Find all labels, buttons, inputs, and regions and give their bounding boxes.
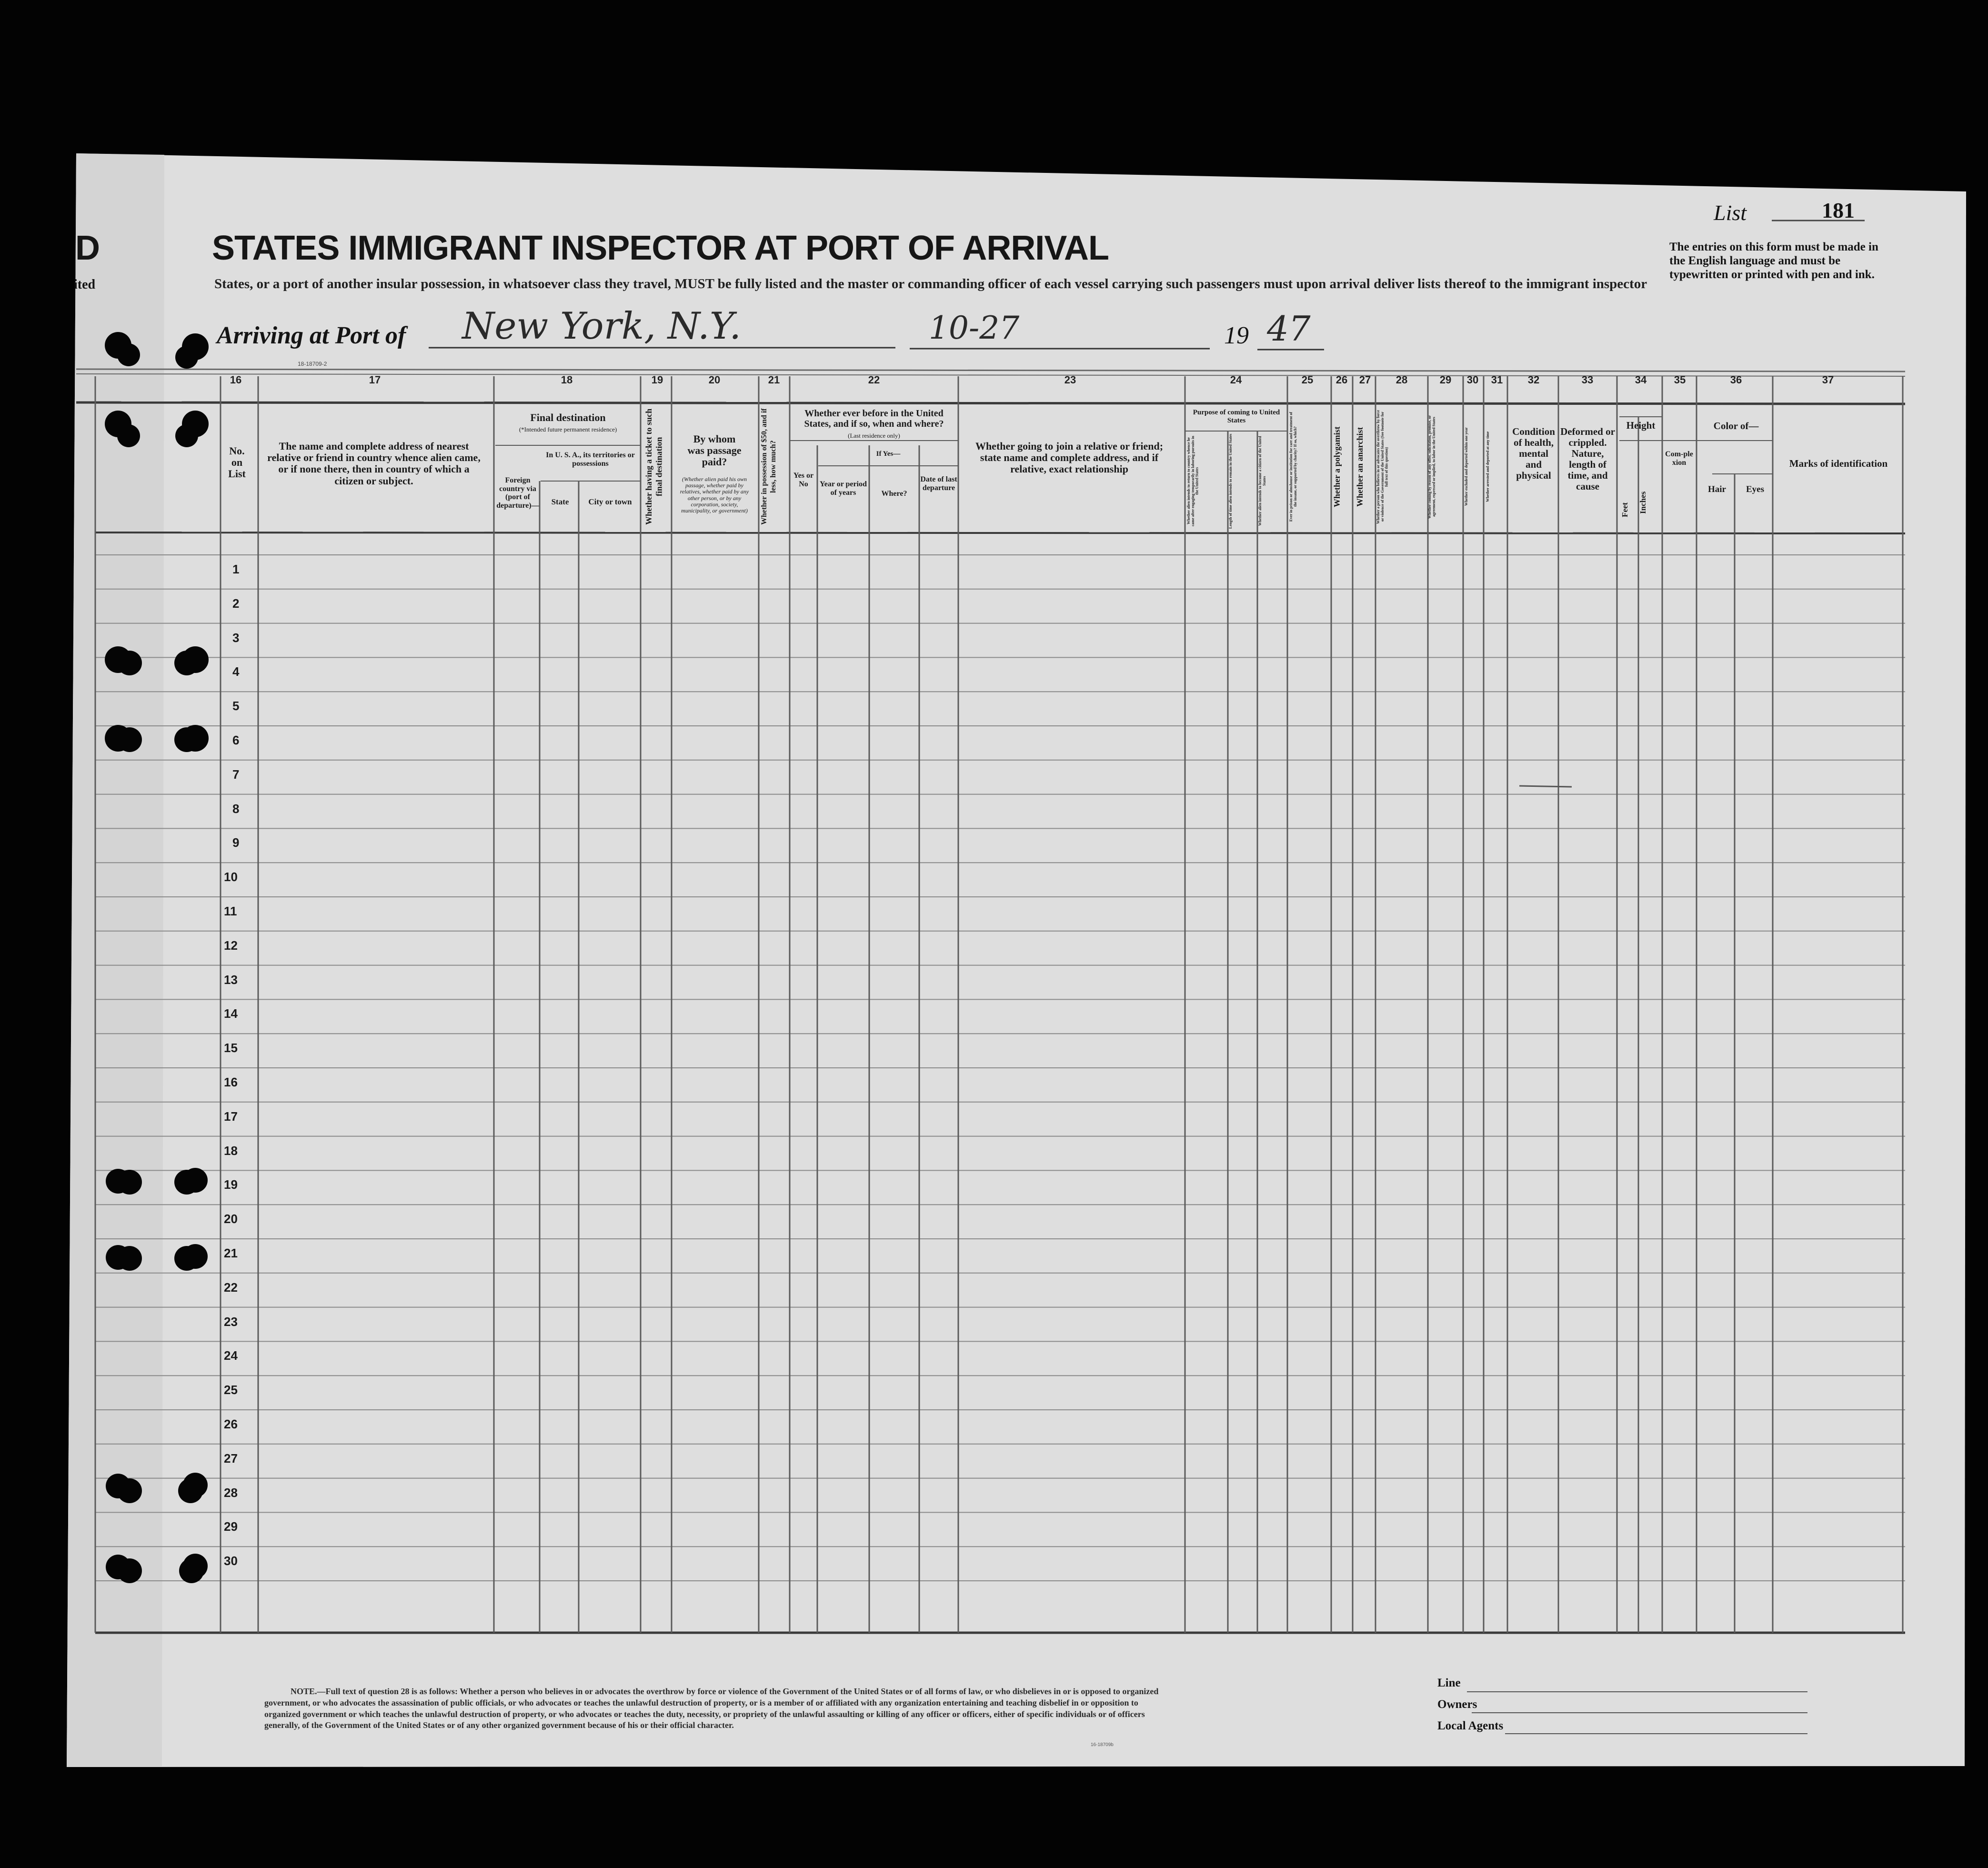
header-anarchist: Whether an anarchist bbox=[1355, 427, 1365, 507]
arrival-year-prefix: 19 bbox=[1224, 322, 1249, 349]
header-state: State bbox=[551, 497, 569, 506]
row-number: 14 bbox=[224, 1006, 238, 1021]
header-marks-identification: Marks of identification bbox=[1789, 458, 1888, 469]
signature-agents-label: Local Agents bbox=[1437, 1719, 1504, 1732]
row-number: 13 bbox=[224, 972, 238, 987]
col-num-32: 32 bbox=[1527, 374, 1540, 386]
header-passage-paid: By whom was passage paid? bbox=[687, 433, 742, 468]
row-number: 2 bbox=[232, 596, 240, 611]
row-number: 3 bbox=[232, 630, 240, 645]
col-num-20: 20 bbox=[708, 374, 721, 386]
col-num-21: 21 bbox=[768, 374, 780, 386]
header-ticket: Whether having a ticket to such final destination bbox=[644, 408, 664, 525]
header-ever-before-us-note: (Last residence only) bbox=[848, 432, 900, 439]
col-num-33: 33 bbox=[1581, 374, 1594, 386]
row-number: 20 bbox=[224, 1212, 238, 1226]
list-number: 181 bbox=[1822, 198, 1855, 222]
col-num-18: 18 bbox=[561, 374, 573, 386]
row-number: 11 bbox=[224, 904, 237, 918]
header-arrested: Whether arrested and deported at any time bbox=[1486, 431, 1490, 502]
form-code: 18-18709-2 bbox=[298, 361, 327, 367]
header-where: Where? bbox=[881, 490, 907, 498]
row-number: 28 bbox=[224, 1485, 238, 1500]
header-join-relative: Whether going to join a relative or friend; state name and complete address, and if relative, exact relationship bbox=[975, 440, 1164, 475]
header-height: Height bbox=[1626, 420, 1656, 431]
header-if-yes: If Yes— bbox=[876, 450, 901, 458]
header-eyes: Eyes bbox=[1746, 484, 1764, 494]
header-health: Condition of health, mental and physical bbox=[1512, 426, 1555, 482]
col-num-19: 19 bbox=[651, 374, 663, 386]
signature-line-label: Line bbox=[1437, 1677, 1461, 1689]
header-purpose: Purpose of coming to United States bbox=[1193, 409, 1280, 424]
col-num-29: 29 bbox=[1439, 374, 1452, 386]
header-in-usa: In U. S. A., its territories or possessions bbox=[546, 451, 635, 468]
header-color-of: Color of— bbox=[1713, 420, 1759, 432]
instructions: The entries on this form must be made in the English language and must be typewritten or printed with pen and ink. bbox=[1669, 241, 1878, 281]
footnote-code: 16-18709b bbox=[1091, 1742, 1114, 1747]
row-number: 8 bbox=[232, 801, 240, 816]
arrival-year-suffix: 47 bbox=[1267, 309, 1311, 349]
header-city: City or town bbox=[588, 497, 632, 506]
footnote-text: NOTE.—Full text of question 28 is as follows: Whether a person who believes in or advocates the overthrow by force or violence of the Government of the United States or of all forms of law, or who disbelieves in or is opposed to organized government, or who advocates the assassination of public officials, or who advocates or teaches the unlawful destruction of property, or is a member of or affiliated with any organization entertaining and teaching disbelief in or opposition to organized government or which teaches the unlawful destruction of property, or who advocates or teaches the duty, necessity, or propriety of the unlawful assaulting or killing of any officer or officers, either of specific individuals or of officers generally, of the Government of the United States or of any other organized government because of his or their official character. bbox=[264, 1687, 1159, 1730]
col-num-35: 35 bbox=[1674, 374, 1686, 386]
left-edge-word: ited bbox=[74, 277, 96, 292]
signature-owners-label: Owners bbox=[1437, 1698, 1477, 1711]
header-purpose-c: Whether alien intends to become a citizen of the United States bbox=[1258, 436, 1266, 526]
col-num-22: 22 bbox=[868, 374, 880, 386]
row-number: 24 bbox=[224, 1348, 238, 1363]
header-ever-before-us: Whether ever before in the United States, and if so, when and where? bbox=[804, 408, 944, 429]
row-number: 18 bbox=[224, 1143, 238, 1158]
row-number: 1 bbox=[232, 562, 240, 576]
arrival-port: New York, N.Y. bbox=[462, 305, 742, 348]
row-number: 25 bbox=[224, 1383, 238, 1397]
row-number: 26 bbox=[224, 1417, 238, 1431]
row-number: 17 bbox=[224, 1109, 238, 1124]
header-final-destination-note: (*Intended future permanent residence) bbox=[519, 426, 617, 433]
col-num-27: 27 bbox=[1359, 374, 1371, 386]
row-number: 22 bbox=[224, 1280, 238, 1295]
col-num-25: 25 bbox=[1301, 374, 1314, 386]
row-number: 19 bbox=[224, 1177, 238, 1192]
header-no-on-list: No. on List bbox=[228, 445, 246, 480]
row-number: 5 bbox=[232, 699, 240, 713]
header-deformed: Deformed or crippled. Nature, length of time, and cause bbox=[1560, 426, 1615, 492]
col-num-37: 37 bbox=[1822, 374, 1834, 386]
header-labor-offer: Whether coming by reason of any offer, solicitation, promise, or agreement, expressed or implied, to labor in the United States bbox=[1427, 415, 1436, 519]
row-number: 15 bbox=[224, 1041, 238, 1055]
header-overthrow: Whether a person who believes in or advocates the overthrow by force or violence of the Government of the United States (See footnote for full text of this question) bbox=[1376, 410, 1389, 524]
header-passage-paid-note: (Whether alien paid his own passage, whether paid by relatives, whether paid by any other person, or by any corporation, society, municipality, or government) bbox=[680, 476, 749, 514]
row-number: 23 bbox=[224, 1314, 238, 1329]
row-number: 29 bbox=[224, 1519, 238, 1534]
col-num-23: 23 bbox=[1064, 374, 1076, 386]
arrival-label: Arriving at Port of bbox=[217, 322, 406, 349]
header-feet: Feet bbox=[1620, 502, 1629, 517]
arrival-date: 10-27 bbox=[929, 310, 1020, 346]
col-num-34: 34 bbox=[1635, 374, 1647, 386]
col-num-16: 16 bbox=[230, 374, 242, 386]
col-num-24: 24 bbox=[1230, 374, 1242, 386]
col-num-17: 17 bbox=[369, 374, 381, 386]
header-polygamist: Whether a polygamist bbox=[1332, 426, 1342, 507]
paper-left-strip bbox=[67, 153, 164, 1767]
row-number: 21 bbox=[224, 1246, 238, 1260]
page-title: STATES IMMIGRANT INSPECTOR AT PORT OF ARRIVAL bbox=[212, 229, 1109, 267]
header-purpose-b: Length of time alien intends to remain in the United States bbox=[1228, 433, 1233, 529]
col-num-31: 31 bbox=[1491, 374, 1503, 386]
left-edge-letter: D bbox=[75, 229, 100, 267]
row-number: 27 bbox=[224, 1451, 238, 1466]
list-label: List bbox=[1714, 201, 1747, 225]
col-num-26: 26 bbox=[1335, 374, 1348, 386]
header-years: Year or period of years bbox=[820, 480, 867, 497]
header-inches: Inches bbox=[1638, 491, 1647, 514]
row-number: 7 bbox=[232, 767, 240, 782]
row-number: 16 bbox=[224, 1075, 238, 1089]
header-excluded: Whether excluded and deported within one year bbox=[1464, 427, 1468, 506]
header-final-destination: Final destination bbox=[530, 412, 606, 423]
col-num-30: 30 bbox=[1466, 374, 1479, 386]
header-complexion: Com-plexion bbox=[1665, 450, 1693, 467]
col-num-36: 36 bbox=[1730, 374, 1742, 386]
header-purpose-a: Whether alien intends to return to country whence he came after engaging temporarily in laboring pursuits in the United States bbox=[1186, 436, 1199, 526]
row-number: 6 bbox=[232, 733, 240, 747]
header-date-departure: Date of last departure bbox=[920, 475, 957, 492]
row-number: 12 bbox=[224, 938, 238, 953]
header-prison: Ever in prison or almshouse or institution for care and treatment of the insane, or supported by charity? If so, which? bbox=[1289, 412, 1297, 522]
col-num-28: 28 bbox=[1396, 374, 1408, 386]
row-number: 4 bbox=[232, 664, 240, 679]
row-number: 10 bbox=[224, 870, 238, 884]
header-fifty-dollars: Whether in possession of $50, and if less, how much? bbox=[760, 408, 778, 525]
row-number: 9 bbox=[232, 835, 240, 850]
pencil-dash bbox=[1519, 786, 1572, 787]
subtitle: States, or a port of another insular possession, in whatsoever class they travel, MUST be fully listed and the master or commanding officer of each vessel carrying such passengers must upon arrival deliver lists thereof to the immigrant inspector bbox=[214, 276, 1647, 291]
header-foreign-country: Foreign country via (port of departure)— bbox=[496, 476, 539, 510]
paper-sheet bbox=[67, 153, 1966, 1767]
header-nearest-relative: The name and complete address of nearest relative or friend in country whence alien came, or if none there, then in country of which a citizen or subject. bbox=[267, 440, 481, 487]
header-yes-or-no: Yes or No bbox=[793, 472, 814, 488]
row-number: 30 bbox=[224, 1554, 238, 1568]
header-hair: Hair bbox=[1708, 484, 1726, 494]
